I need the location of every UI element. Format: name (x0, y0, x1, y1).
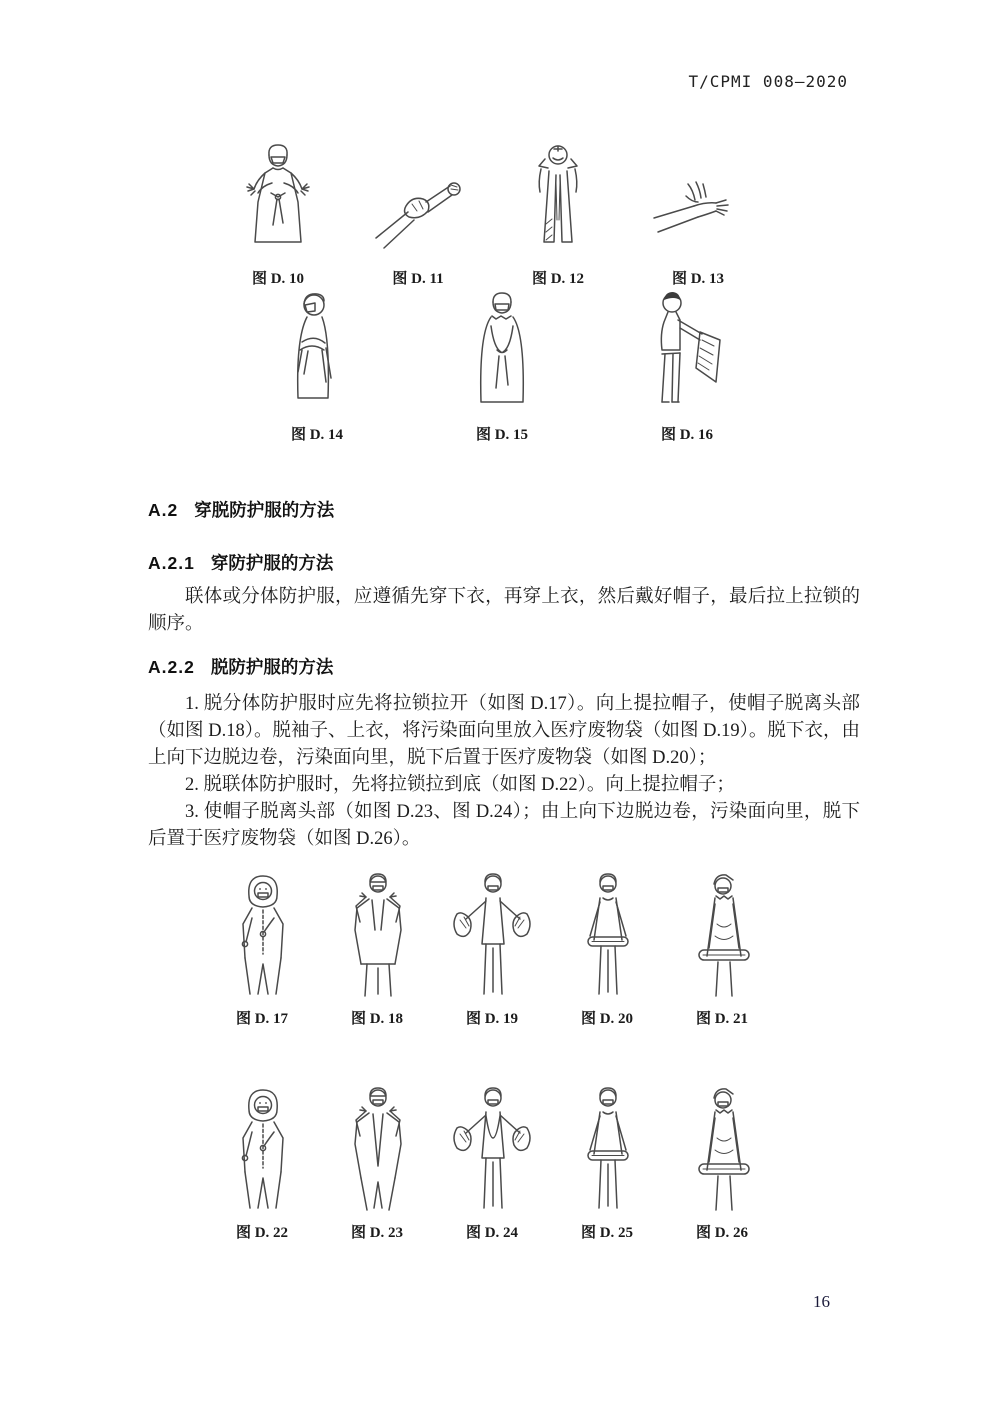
figure-d26 (672, 1086, 772, 1242)
figure-d25-caption: 图 D. 25 (580, 1225, 634, 1241)
figure-d11 (368, 142, 468, 288)
figure-d12 (508, 142, 608, 288)
figure-row-4 (212, 1086, 772, 1242)
section-a22-heading (148, 654, 333, 679)
figure-d26-illustration (672, 1086, 772, 1216)
figure-d23-illustration (327, 1086, 427, 1216)
figure-d15-caption: 图 D. 15 (475, 427, 529, 443)
figure-d20-caption: 图 D. 20 (580, 1011, 634, 1027)
figure-d20-illustration (557, 872, 657, 1002)
figure-d21-illustration (672, 872, 772, 1002)
figure-d13 (648, 142, 748, 288)
figure-row-2 (262, 290, 742, 444)
figure-d22-illustration (212, 1086, 312, 1216)
figure-d12-illustration (508, 142, 608, 262)
figure-d25-illustration (557, 1086, 657, 1216)
figure-d24-illustration (442, 1086, 542, 1216)
figure-d20 (557, 872, 657, 1028)
section-a2-title: 穿脱防护服的方法 (194, 500, 335, 520)
figure-d10 (228, 142, 328, 288)
figure-d25 (557, 1086, 657, 1242)
figure-d19-caption: 图 D. 19 (465, 1011, 519, 1027)
section-a21-title: 穿防护服的方法 (210, 553, 334, 573)
section-a21-number: A.2.1 (148, 553, 195, 573)
figure-d24-caption: 图 D. 24 (465, 1225, 519, 1241)
section-a21-heading (148, 550, 333, 575)
figure-d11-illustration (368, 142, 468, 262)
figure-d19 (442, 872, 542, 1028)
section-a22-body (148, 691, 860, 853)
figure-d14-illustration (262, 290, 372, 418)
figure-d13-caption: 图 D. 13 (671, 271, 725, 287)
figure-d23-caption: 图 D. 23 (350, 1225, 404, 1241)
figure-d18-caption: 图 D. 18 (350, 1011, 404, 1027)
section-a2-number: A.2 (148, 500, 179, 520)
figure-d26-caption: 图 D. 26 (695, 1225, 749, 1241)
figure-d21 (672, 872, 772, 1028)
figure-d23 (327, 1086, 427, 1242)
figure-row-3 (212, 872, 772, 1028)
page-number: 16 (813, 1292, 830, 1311)
figure-d18 (327, 872, 427, 1028)
figure-d17-illustration (212, 872, 312, 1002)
figure-row-1 (228, 142, 748, 288)
figure-d16 (632, 290, 742, 444)
figure-d17 (212, 872, 312, 1028)
section-a2-heading (148, 497, 334, 522)
paragraph-a22-item2: 2. 脱联体防护服时，先将拉锁拉到底（如图 D.22）。向上提拉帽子； (185, 775, 735, 795)
figure-d10-caption: 图 D. 10 (251, 271, 305, 287)
figure-d24 (442, 1086, 542, 1242)
figure-d12-caption: 图 D. 12 (531, 271, 585, 287)
figure-d14-caption: 图 D. 14 (290, 427, 344, 443)
figure-d18-illustration (327, 872, 427, 1002)
figure-d17-caption: 图 D. 17 (235, 1011, 289, 1027)
figure-d15 (447, 290, 557, 444)
standard-code: T/CPMI 008—2020 (688, 72, 848, 91)
figure-d15-illustration (447, 290, 557, 418)
paragraph-a22-item3: 3. 使帽子脱离头部（如图 D.23、图 D.24）；由上向下边脱边卷，污染面向里，脱下后置于医疗废物袋（如图 D.26）。 (148, 802, 860, 849)
section-a22-number: A.2.2 (148, 657, 195, 677)
figure-d11-caption: 图 D. 11 (392, 271, 444, 287)
figure-d16-illustration (632, 290, 742, 418)
figure-d14 (262, 290, 372, 444)
figure-d21-caption: 图 D. 21 (695, 1011, 749, 1027)
figure-d10-illustration (228, 142, 328, 262)
figure-d22-caption: 图 D. 22 (235, 1225, 289, 1241)
figure-d16-caption: 图 D. 16 (660, 427, 714, 443)
figure-d22 (212, 1086, 312, 1242)
section-a21-body (148, 584, 860, 638)
figure-d19-illustration (442, 872, 542, 1002)
paragraph-a21: 联体或分体防护服，应遵循先穿下衣，再穿上衣，然后戴好帽子，最后拉上拉锁的顺序。 (148, 587, 860, 634)
figure-d13-illustration (648, 142, 748, 262)
section-a22-title: 脱防护服的方法 (210, 657, 334, 677)
paragraph-a22-item1: 1. 脱分体防护服时应先将拉锁拉开（如图 D.17）。向上提拉帽子，使帽子脱离头部（如图 D.18）。脱袖子、上衣，将污染面向里放入医疗废物袋（如图 D.19）。脱下衣，由上向下边脱边卷，污染面向里，脱下后置于医疗废物袋（如图 D.20）； (148, 694, 860, 768)
